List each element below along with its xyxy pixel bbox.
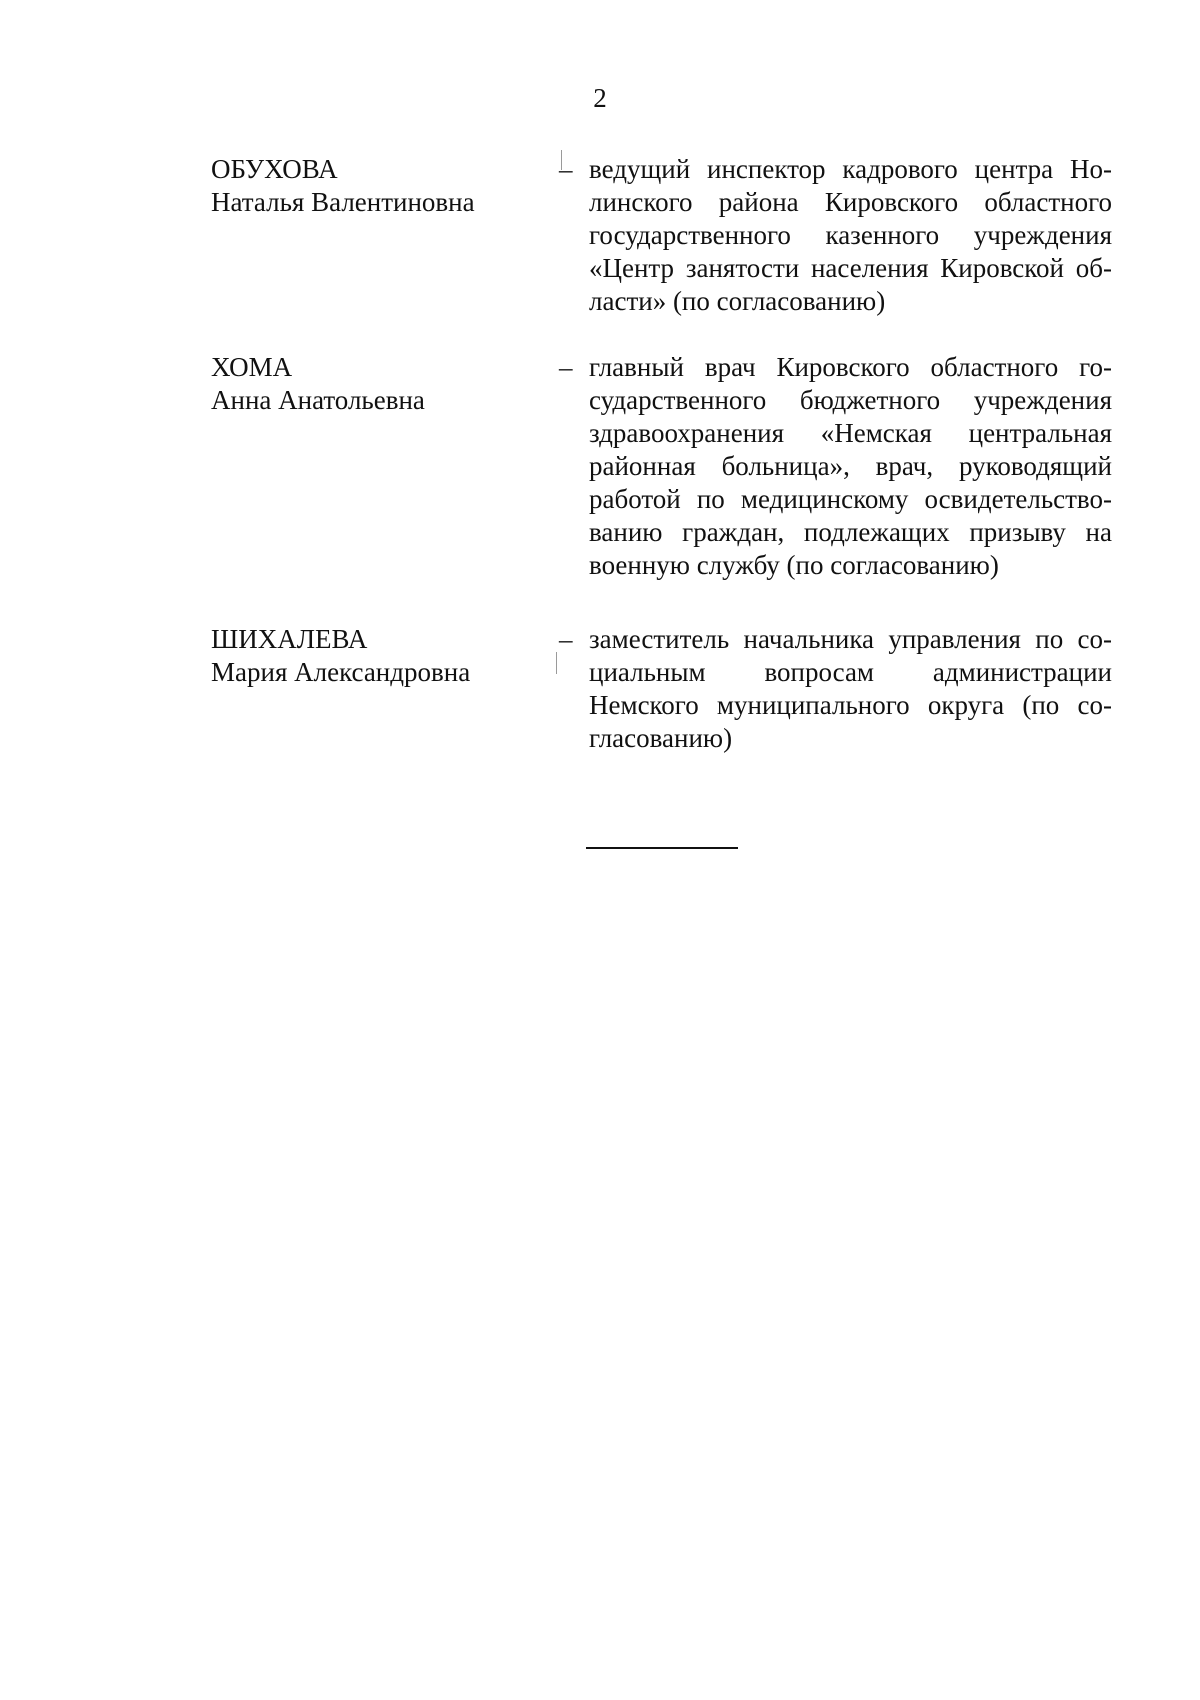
- member-position-description: [589, 351, 1112, 582]
- entry-dash: –: [559, 624, 573, 654]
- description-line: районная больница», врач, руководящий: [589, 451, 1112, 481]
- description-line: ведущий инспектор кадрового центра Но-: [589, 154, 1112, 184]
- entry-dash: –: [559, 352, 573, 382]
- page-number: 2: [593, 83, 607, 113]
- closing-rule-line: [586, 847, 738, 849]
- member-surname: ШИХАЛЕВА: [211, 624, 368, 654]
- scan-artifact-mark: [556, 652, 557, 674]
- member-position-description: [589, 153, 1112, 318]
- member-position-description: [589, 623, 1112, 755]
- member-surname: ХОМА: [211, 352, 293, 382]
- member-name-block: [211, 153, 541, 219]
- description-line: ванию граждан, подлежащих призыву на: [589, 517, 1112, 547]
- member-given-names: Мария Александровна: [211, 657, 471, 687]
- description-line: здравоохранения «Немская центральная: [589, 418, 1112, 448]
- description-line: государственного казенного учреждения: [589, 220, 1112, 250]
- description-line: Немского муниципального округа (по со-: [589, 690, 1112, 720]
- description-line: главный врач Кировского областного го-: [589, 352, 1112, 382]
- description-line: гласованию): [589, 723, 733, 753]
- description-line: циальным вопросам администрации: [589, 657, 1112, 687]
- member-surname: ОБУХОВА: [211, 154, 338, 184]
- description-line: линского района Кировского областного: [589, 187, 1112, 217]
- member-name-block: [211, 623, 541, 689]
- description-line: сударственного бюджетного учреждения: [589, 385, 1112, 415]
- member-name-block: [211, 351, 541, 417]
- member-given-names: Анна Анатольевна: [211, 385, 425, 415]
- description-line: работой по медицинскому освидетельство-: [589, 484, 1112, 514]
- entry-dash: –: [559, 154, 573, 184]
- description-line: военную службу (по согласованию): [589, 550, 999, 580]
- member-given-names: Наталья Валентиновна: [211, 187, 475, 217]
- description-line: ласти» (по согласованию): [589, 286, 886, 316]
- description-line: заместитель начальника управления по со-: [589, 624, 1112, 654]
- description-line: «Центр занятости населения Кировской об-: [589, 253, 1112, 283]
